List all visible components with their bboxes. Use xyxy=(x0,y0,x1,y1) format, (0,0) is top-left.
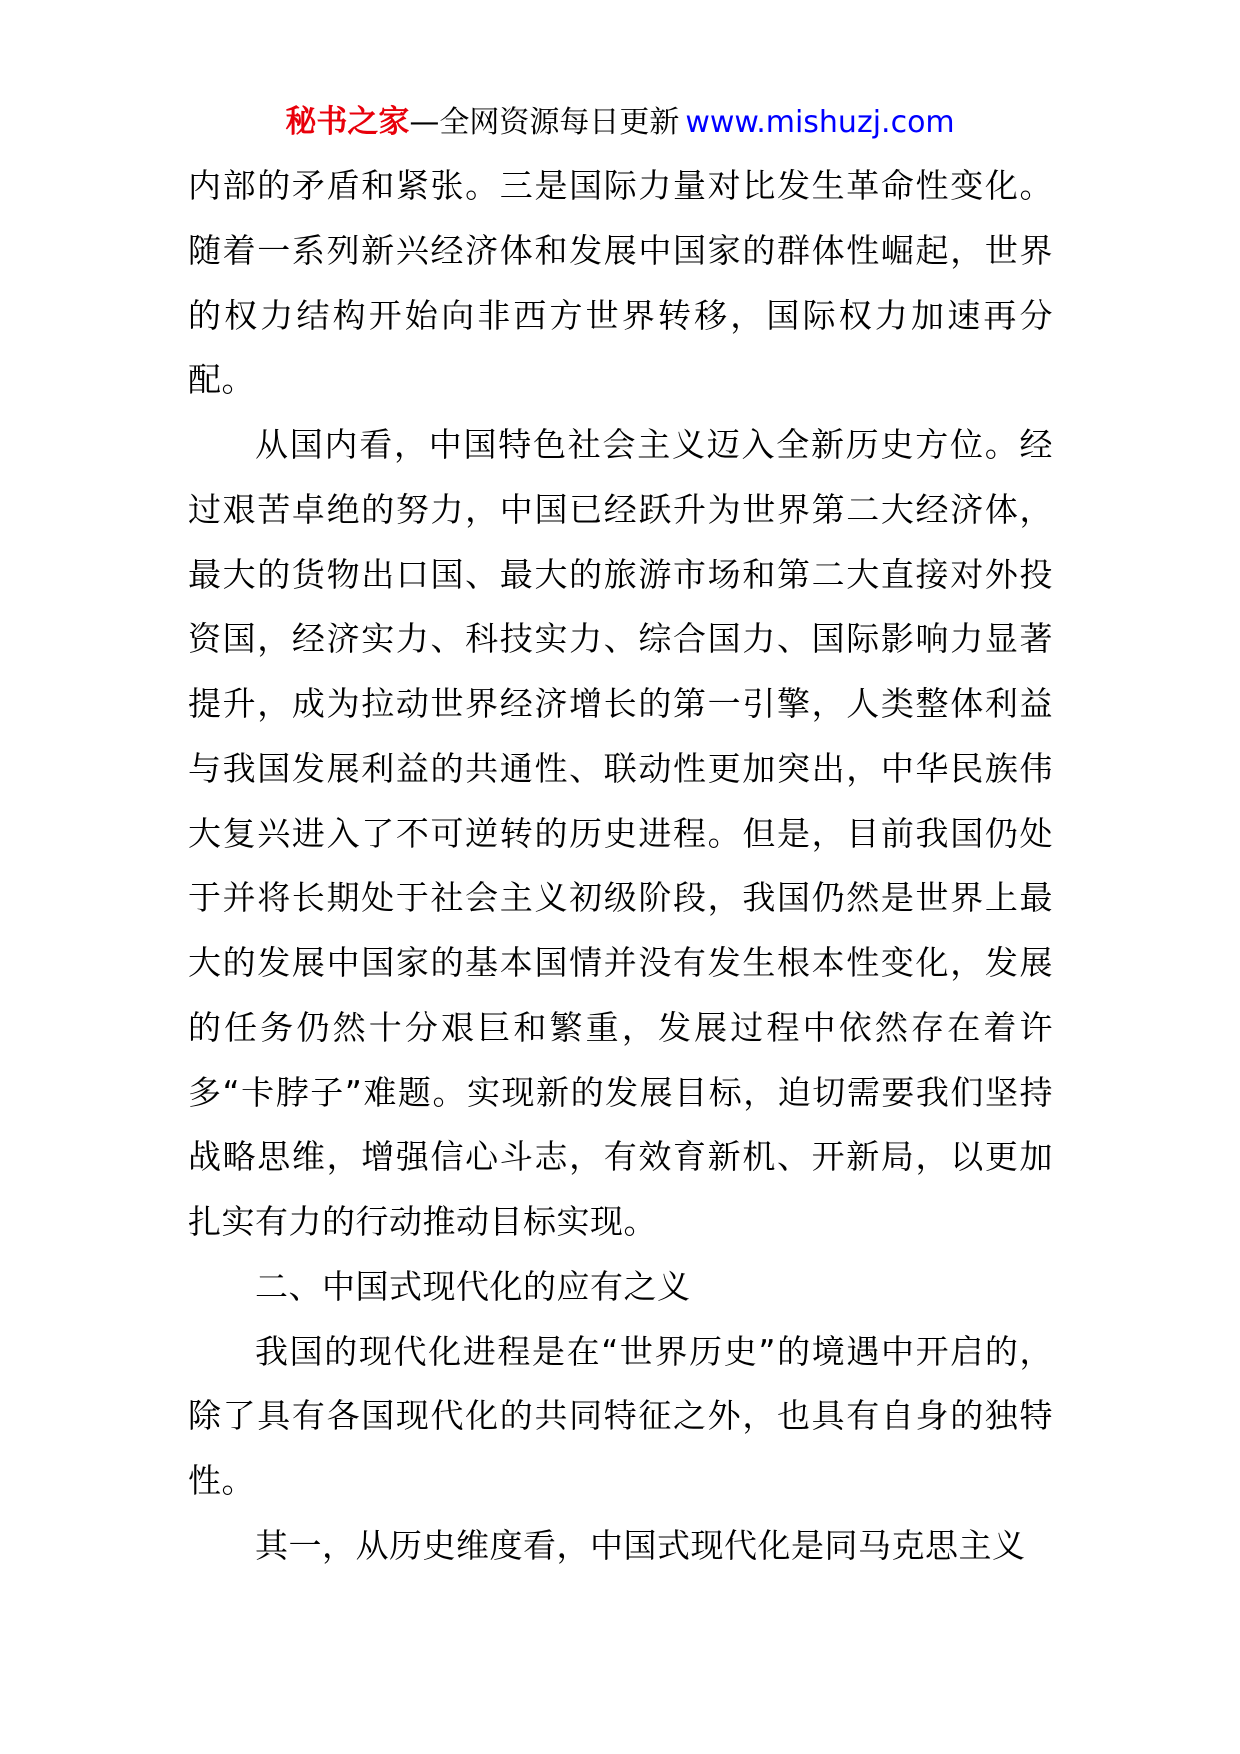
site-header xyxy=(0,100,1240,145)
section-heading: 二、中国式现代化的应有之义 xyxy=(255,1266,691,1306)
document-body xyxy=(188,154,1053,1579)
site-url[interactable]: www.mishuzj.com xyxy=(685,105,955,140)
paragraph: 从国内看，中国特色社会主义迈入全新历史方位。经过艰苦卓绝的努力，中国已经跃升为世界第二大经济体，最大的货物出口国、最大的旅游市场和第二大直接对外投资国，经济实力、科技实力、综合国力、国际影响力显著提升，成为拉动世界经济增长的第一引擎，人类整体利益与我国发展利益的共通性、联动性更加突出，中华民族伟大复兴进入了不可逆转的历史进程。但是，目前我国仍处于并将长期处于社会主义初级阶段，我国仍然是世界上最大的发展中国家的基本国情并没有发生根本性变化，发展的任务仍然十分艰巨和繁重，发展过程中依然存在着许多“卡脖子”难题。实现新的发展目标，迫切需要我们坚持战略思维，增强信心斗志，有效育新机、开新局，以更加扎实有力的行动推动目标实现。 xyxy=(188,425,1053,1241)
paragraph: 其一，从历史维度看，中国式现代化是同马克思主义 xyxy=(255,1525,1026,1565)
site-brand: 秘书之家 xyxy=(285,104,410,140)
paragraph: 我国的现代化进程是在“世界历史”的境遇中开启的，除了具有各国现代化的共同特征之外，也具有自身的独特性。 xyxy=(188,1331,1053,1500)
paragraph: 内部的矛盾和紧张。三是国际力量对比发生革命性变化。随着一系列新兴经济体和发展中国家的群体性崛起，世界的权力结构开始向非西方世界转移，国际权力加速再分配。 xyxy=(188,166,1053,400)
site-tagline: —全网资源每日更新 xyxy=(409,105,680,140)
